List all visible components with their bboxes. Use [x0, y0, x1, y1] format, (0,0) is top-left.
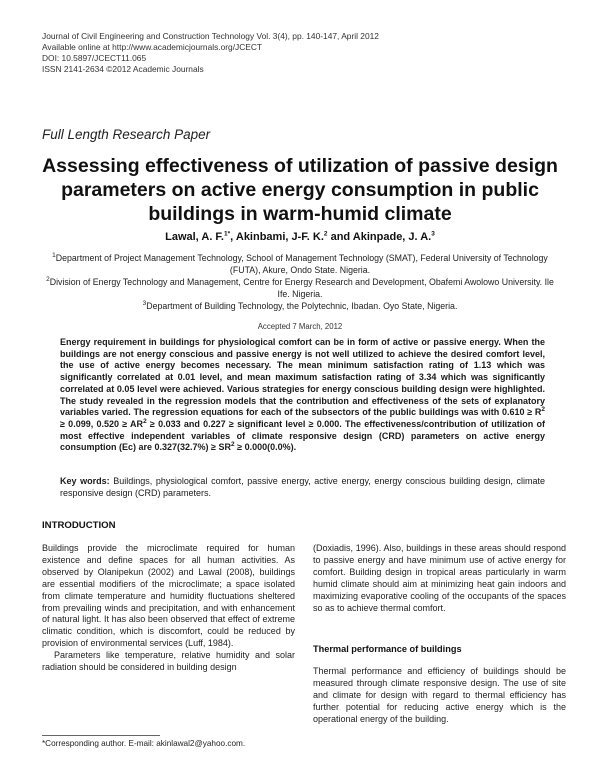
accepted-date: Accepted 7 March, 2012	[257, 322, 343, 331]
abstract-sup-1: 2	[541, 406, 545, 414]
author-separator: ,	[230, 231, 236, 243]
affiliation-3	[40, 300, 560, 312]
issn: ISSN 2141-2634 ©2012 Academic Journals	[42, 64, 204, 74]
author-3-mark: 3	[431, 230, 435, 238]
left-column	[42, 543, 295, 674]
affiliation-1	[40, 252, 560, 276]
journal-citation: Journal of Civil Engineering and Construction Technology Vol. 3(4), pp. 140-147, April 2012	[42, 31, 379, 41]
abstract-text-2: ≥ 0.099, 0.520 ≥ AR	[60, 418, 144, 429]
thermal-paragraph: Thermal performance and efficiency of buildings should be measured through climate responsive design. The use of site and climate for design with regard to thermal efficiency has further potential for reducing active energy which is the operational energy of the building.	[313, 666, 566, 724]
journal-online-url: Available online at http://www.academicjournals.org/JCECT	[42, 42, 263, 52]
abstract-sup-2: 2	[143, 417, 147, 425]
keywords-text: Buildings, physiological comfort, passive energy, active energy, energy conscious building design, climate responsive design (CRD) parameters.	[60, 476, 545, 498]
author-1-mark: 1*	[224, 230, 231, 238]
abstract-text-4: ≥ 0.000(0.0%).	[234, 442, 297, 453]
right-column	[313, 543, 566, 614]
affiliation-3-text: Department of Building Technology, the Polytechnic, Ibadan. Oyo State, Nigeria.	[146, 301, 458, 311]
affiliation-3-mark: 3	[142, 300, 147, 308]
intro-paragraph-1: Buildings provide the microclimate required for human existence and define spaces for all human activities. As observed by Olanipekun (2002) and Lawal (2008), buildings are essential modifiers of the microclimate; a space isolated from climate temperature and humidity fluctuations sheltered from prevailing winds and precipitation, and with enhancement of natural light. It has also been observed that effect of extreme climatic condition, which is discomfort, could be reduced by provision of environmental services (Luff, 1984).	[42, 543, 295, 649]
affiliation-1-text: Department of Project Management Technology, School of Management Technology (SMAT), Federal University of Technology (FUTA), Akure, Ondo State. Nigeria.	[55, 253, 548, 275]
intro-paragraph-2: Parameters like temperature, relative humidity and solar radiation should be considered in building design	[42, 650, 295, 673]
corresponding-author-footnote: *Corresponding author. E-mail: akinlawal2@yahoo.com.	[42, 739, 246, 748]
keywords	[60, 476, 545, 500]
affiliation-1-mark: 1	[52, 252, 56, 260]
introduction-heading: INTRODUCTION	[42, 520, 116, 531]
paper-title: Assessing effectiveness of utilization of passive design parameters on active energy consumption in public buildings in warm-humid climate	[42, 155, 558, 225]
abstract	[60, 337, 545, 454]
author-1: Lawal, A. F.	[165, 231, 224, 243]
journal-header	[42, 31, 379, 75]
abstract-text-1: Energy requirement in buildings for physiological comfort can be in form of active or passive energy. When the buildings are not energy conscious and passive energy is not well utilized to achieve the desired comfort level, the use of active energy becomes necessary. The mean minimum satisfaction rating of 1.13 which was significantly correlated at 0.01 level, and mean maximum satisfaction rating of 3.34 which was significantly correlated at 0.05 level were achieved. Various strategies for energy conscious building design were highlighted. The study revealed in the regression models that the contribution and effectiveness of the sets of explanatory variables varied. The regression equations for each of the subsectors of the public buildings was with 0.610 ≥ R	[60, 337, 545, 418]
abstract-sup-3: 2	[231, 441, 235, 449]
author-3: Akinpade, J. A.	[352, 231, 432, 243]
thermal-section	[313, 666, 566, 726]
footnote-divider	[42, 735, 160, 736]
affiliation-2-text: Division of Energy Technology and Management, Centre for Energy Research and Development, Obafemi Awolowo University. Ile Ife. Nigeria.	[49, 277, 554, 299]
affiliation-2	[40, 276, 560, 300]
abstract-text-3: ≥ 0.033 and 0.227 ≥ significant level ≥ 0.000. The effectiveness/contribution of utilization of most effective independent variables of climate responsive design (CRD) parameters on active energy consumption (Ec) are 0.327(32.7%) ≥ SR	[60, 418, 545, 453]
author-conjunction: and	[327, 231, 353, 243]
paper-type: Full Length Research Paper	[42, 127, 211, 142]
affiliations	[40, 252, 560, 312]
author-2: Akinbami, J-F. K.	[235, 231, 324, 243]
author-2-mark: 2	[323, 230, 328, 238]
intro-paragraph-3: (Doxiadis, 1996). Also, buildings in these areas should respond to passive energy and have minimum use of active energy for comfort. Building design in tropical areas particularly in warm humid climate should aim at minimizing heat gain indoors and maximizing evaporative cooling of the occupants of the spaces so as to achieve thermal comfort.	[313, 543, 566, 613]
keywords-label: Key words:	[60, 476, 110, 486]
affiliation-2-mark: 2	[46, 276, 50, 284]
doi: DOI: 10.5897/JCECT11.065	[42, 53, 147, 63]
author-list	[0, 231, 600, 243]
thermal-heading: Thermal performance of buildings	[313, 644, 462, 654]
